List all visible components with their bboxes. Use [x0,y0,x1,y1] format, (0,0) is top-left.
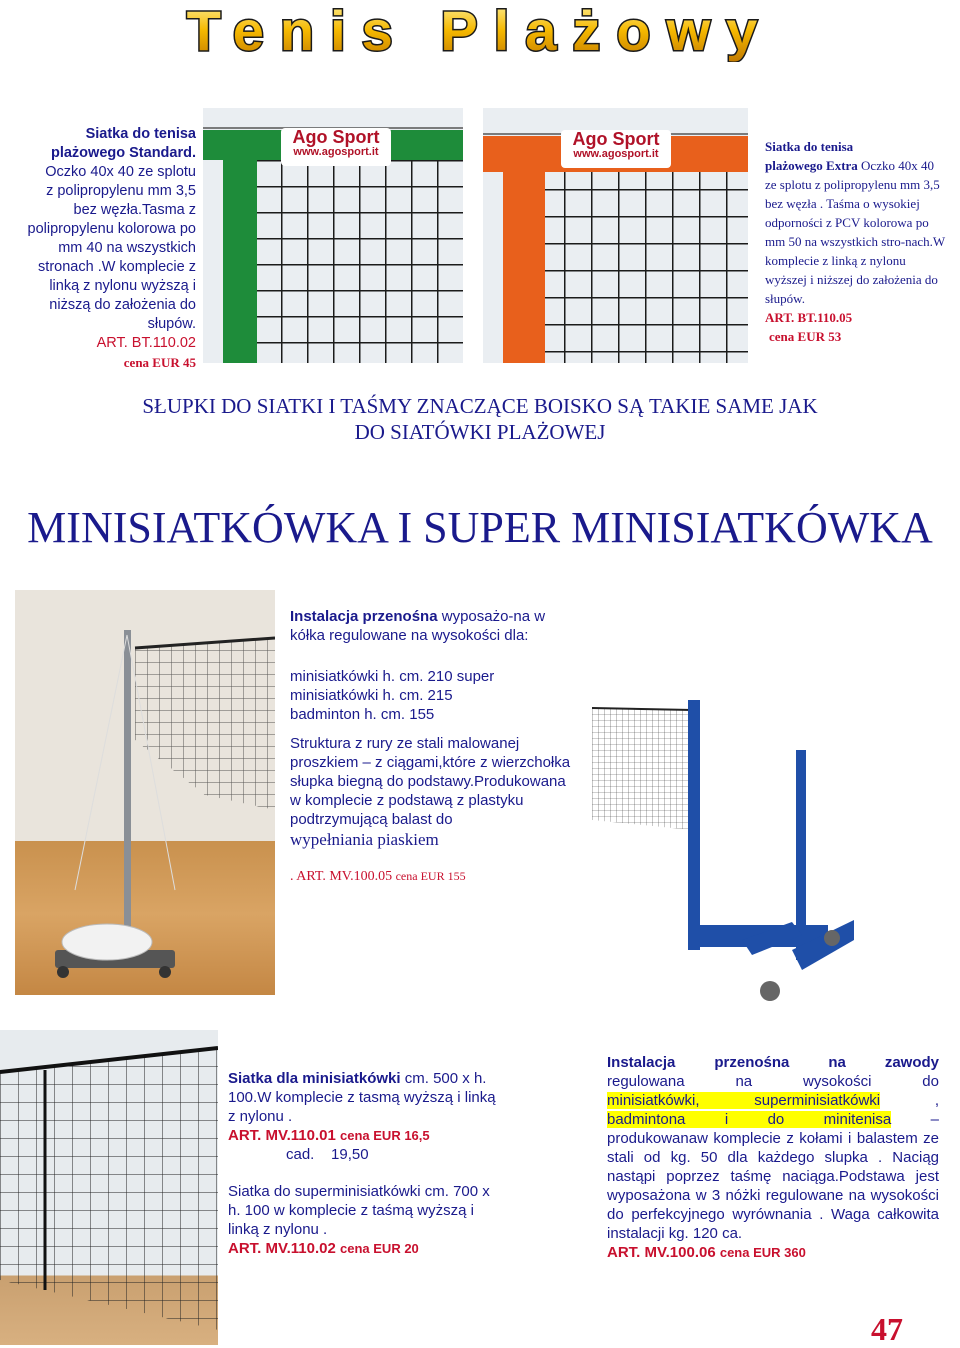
extra-net-price: cena EUR 53 [769,329,842,344]
agosport-logo: Ago Sport www.agosport.it [561,130,671,168]
competition-text: produkowanaw komplecie z kołami i balastem ze stali od kg. 50 dla każdego slupka . Naciąg nastąpi poprzez taśmę naciąga.Podstawa jest wyposażona w 3 nóżki regulowane na wysokości do perfekcyjnego wyrównania . Waga całkowita instalacji kg. 120 ca. [607,1130,939,1242]
portable-installation-photo [15,590,275,995]
post [688,700,700,950]
net1-price: cena EUR 16,5 [340,1128,430,1143]
page-number: 47 [871,1311,903,1347]
hanging-net-image [0,1030,218,1345]
height-item: minisiatkówki h. cm. 210 super [290,668,495,685]
extra-net-art: ART. BT.110.05 [765,310,853,325]
competition-installation-description: Instalacja przenośna na zawody regulowana na wysokości do minisiatkówki, superminisiatkówki , badmintona i do minitenisa – produkowanaw komplecie z kołami i balastem ze stali od kg. 50 dla każdego slupka . Naciąg nastąpi poprzez taśmę naciąga.Podstawa jest wyposażona w 3 nóżki regulowane na wysokości do perfekcyjnego wyrównania . Waga całkowita instalacji kg. 120 ca. ART. MV.100.06 cena EUR 360 [607,1054,939,1261]
posts-note-line-2: DO SIATÓWKI PLAŻOWEJ [354,420,606,444]
standard-net-photo [203,108,463,363]
standard-net-line: z polipropylenu mm 3,5 [46,183,196,199]
page-title: Tenis Plażowy [186,0,774,62]
competition-highlight-1: minisiatkówki, superminisiatkówki [607,1092,881,1109]
net2-art: ART. MV.110.02 [228,1240,336,1257]
standard-net-title-2: plażowego Standard. [50,145,196,161]
net1-title: Siatka dla minisiatkówki [228,1070,401,1087]
portable-title: Instalacja przenośna [290,608,438,625]
height-list [290,667,580,724]
blue-posts-image [592,690,857,1015]
standard-net-line: polipropylenu kolorowa po [27,221,196,237]
net-tape-side [503,136,545,363]
mini-net-photo [0,1030,218,1345]
portable-structure-end: wypełniania piaskiem [290,830,439,849]
standard-net-line: mm 40 na wszystkich [58,240,196,256]
standard-net-price: cena EUR 45 [123,355,196,370]
competition-highlight-2: badmintona i do minitenisa [607,1111,892,1128]
competition-title: Instalacja przenośna na zawody [607,1054,939,1071]
section-title: MINISIATKÓWKA I SUPER MINISIATKÓWKA [27,503,933,552]
extra-net-photo [483,108,748,363]
competition-art: ART. MV.100.06 [607,1244,716,1261]
posts-note-line-1: SŁUPKI DO SIATKI I TAŚMY ZNACZĄCE BOISKO SĄ TAKIE SAME JAK [142,394,818,418]
standard-net-line: Oczko 40x 40 ze splotu [45,164,196,180]
extra-net-text: Oczko 40x 40 ze splotu z polipropylenu mm 3,5 bez węzła . Taśma o wysokiej odporności z PCV kolorowa po mm 50 na wszystkich stro-nach.W komplecie z linką z nylonu wyższej i niższej do założenia do słupów. [765,158,945,306]
portable-art: . ART. MV.100.05 [290,869,393,884]
standard-net-lines [4,163,196,334]
portable-structure: Struktura z rury ze stali malowanej proszkiem – z ciągami,które z wierzchołka słupka biegną do podstawy.Produkowana w komplecie z podstawą z plastyku podtrzymującą balast do [290,735,571,828]
portable-installation-description [290,607,580,886]
extra-net-description [765,137,945,346]
extra-net-title-2: plażowego Extra [765,158,858,173]
portable-price: cena EUR 155 [395,869,466,883]
height-item: badminton h. cm. 155 [290,706,435,723]
standard-net-description [4,125,196,372]
net2-desc: Siatka do superminisiatkówki cm. 700 x h. 100 w komplecie z taśmą wyższą i linką z nylonu . [228,1183,490,1238]
standard-net-line: słupów. [147,316,196,332]
net2-price: cena EUR 20 [340,1241,419,1256]
title-banner [160,0,800,62]
mini-nets-description [228,1069,498,1258]
minivolley-installation-image [15,590,275,995]
agosport-logo: Ago Sport www.agosport.it [281,128,391,166]
competition-line1: regulowana na wysokości do [607,1073,939,1090]
net1-art: ART. MV.110.01 [228,1127,336,1144]
standard-net-title-1: Siatka do tenisa [85,126,196,142]
extra-net-title-1: Siatka do tenisa [765,139,854,154]
net-tape-side [223,130,257,363]
standard-net-art: ART. BT.110.02 [96,335,196,351]
height-item: minisiatkówki h. cm. 215 [290,687,453,704]
competition-price: cena EUR 360 [719,1245,806,1260]
standard-net-line: linką z nylonu wyższą i [49,278,196,294]
competition-installation-photo [592,690,857,1015]
standard-net-line: bez węzła.Tasma z [73,202,196,218]
standard-net-line: niższą do założenia do [49,297,196,313]
posts-note [0,393,960,445]
net1-desc: cm. 500 x h. 100.W komplecie z tasmą wyższą i linką z nylonu . [228,1070,496,1125]
standard-net-line: stronach .W komplecie z [38,259,196,275]
post [124,630,131,960]
net1-cad: cad. 19,50 [286,1146,369,1163]
portable-title-rest: wyposażo-na w kółka regulowane na wysokości dla: [290,608,546,644]
